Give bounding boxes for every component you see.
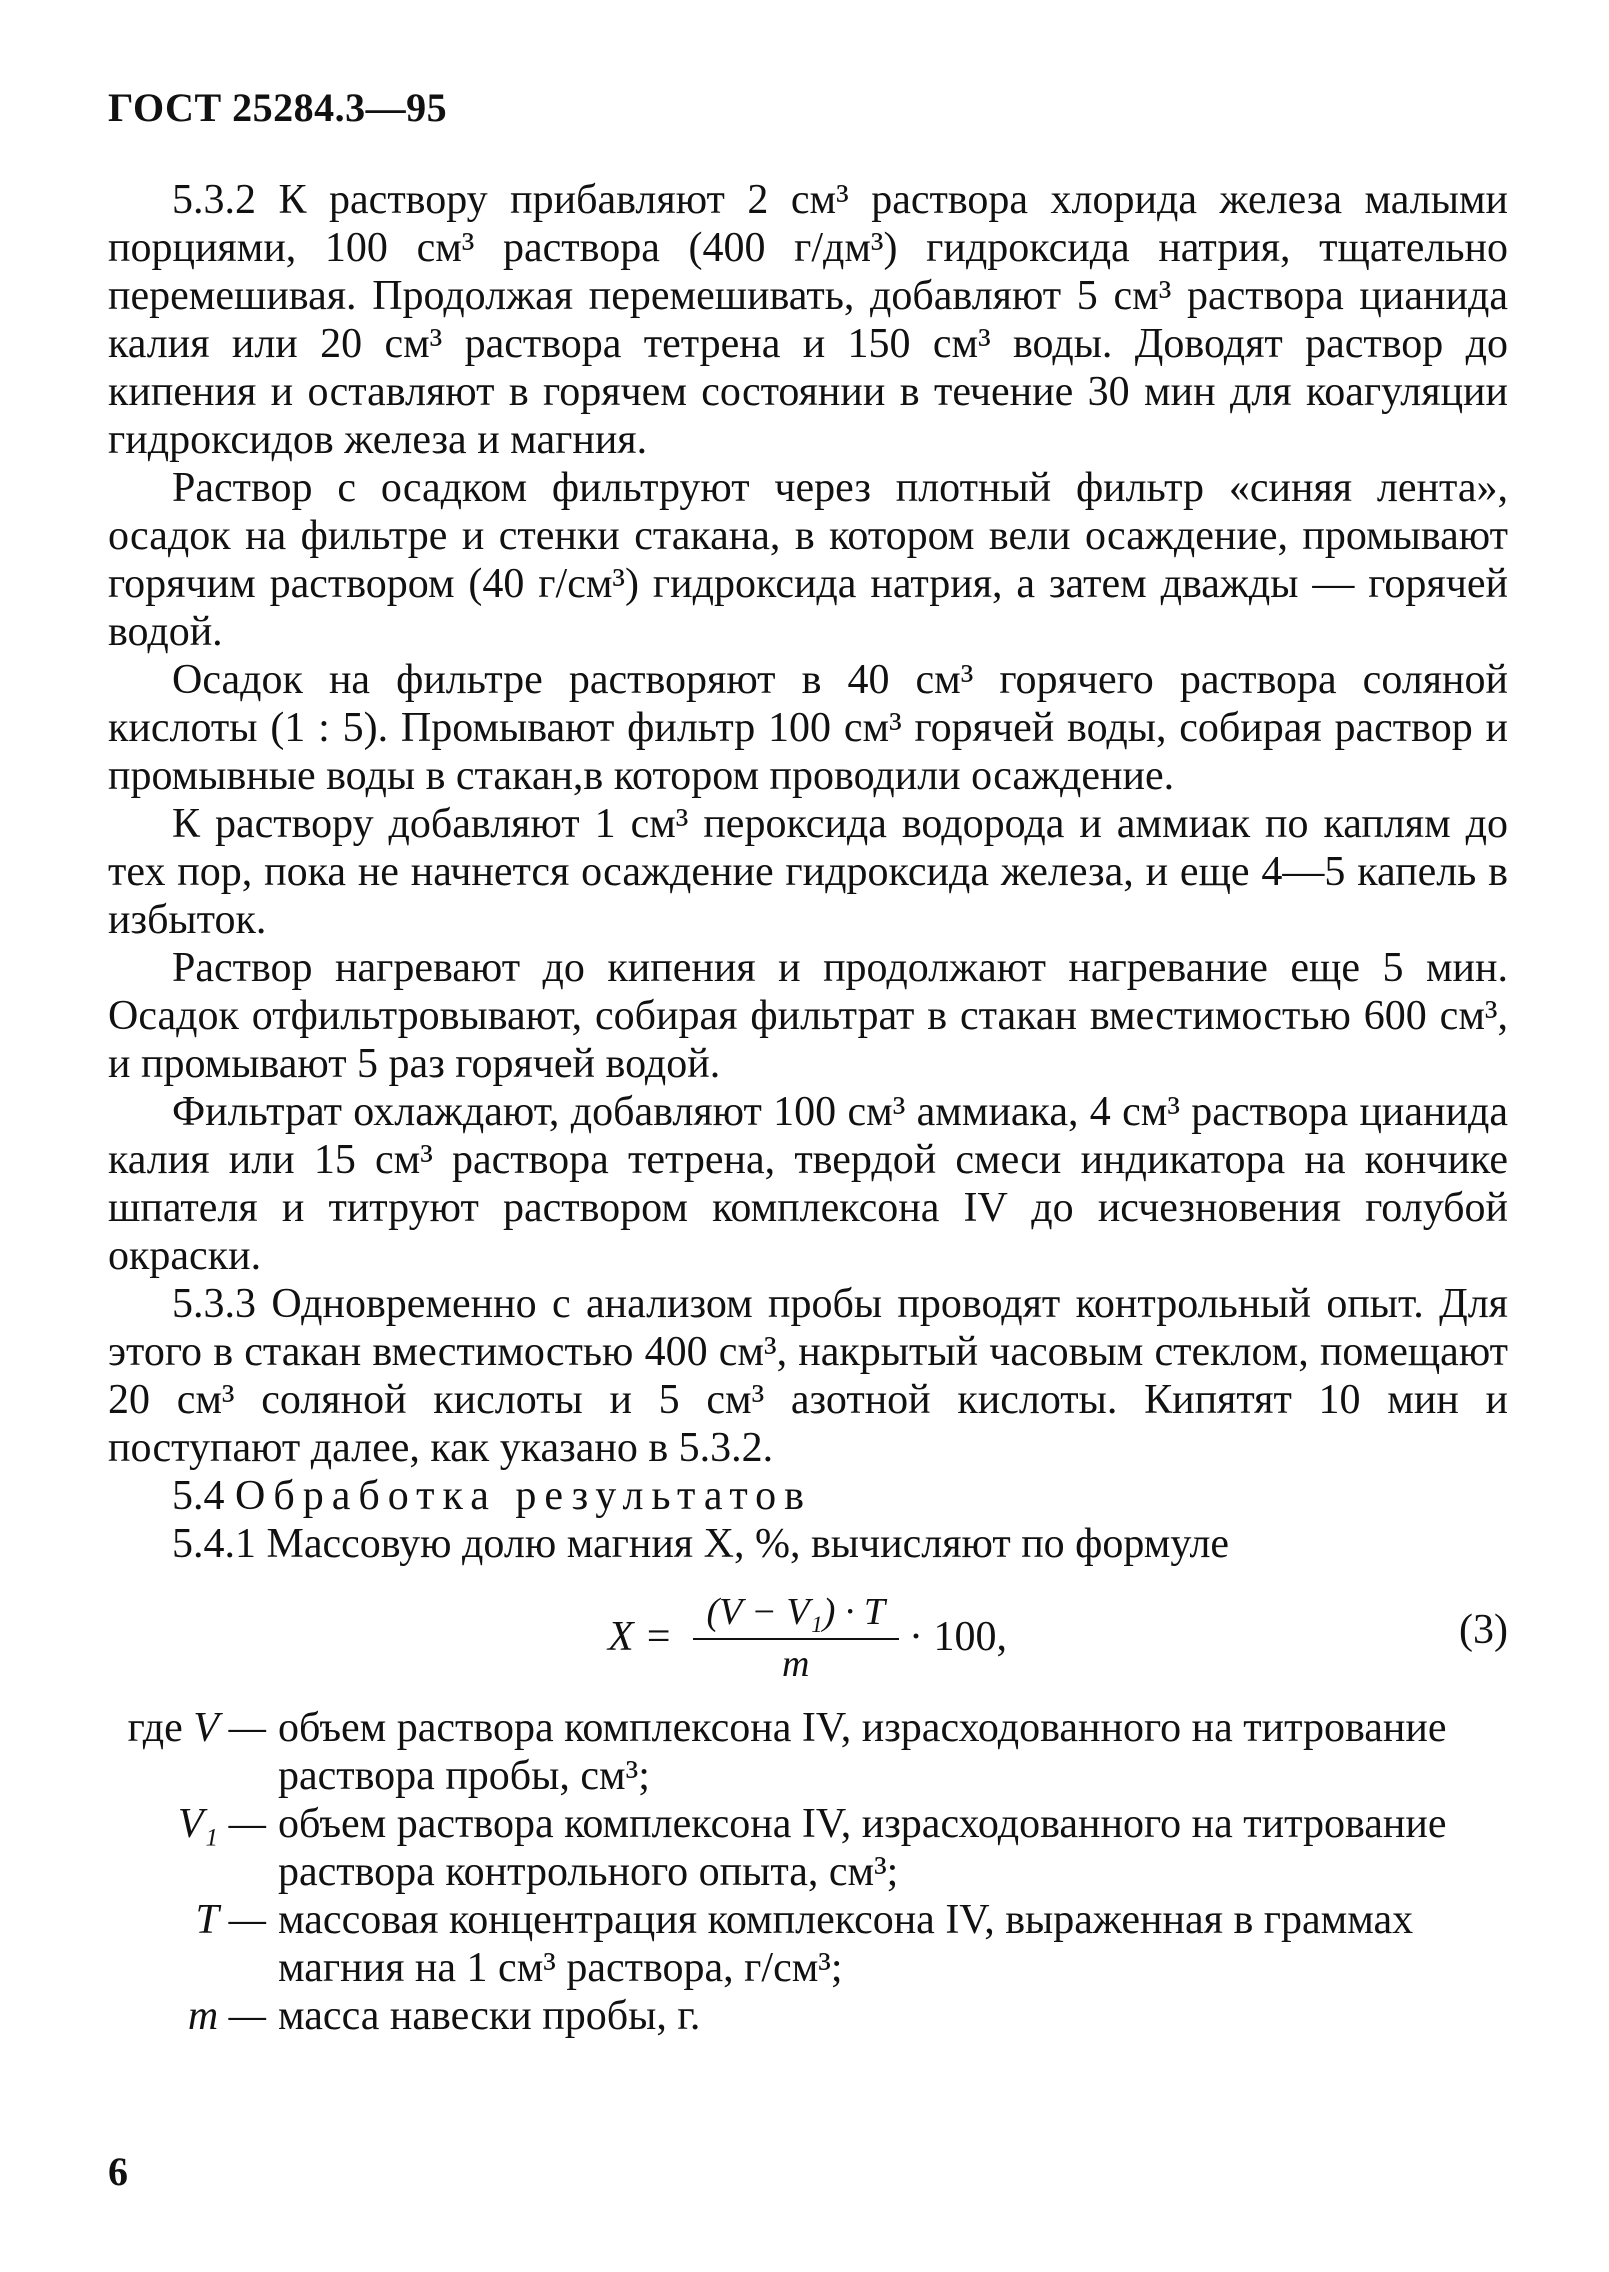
formula-denominator: m [782, 1643, 810, 1685]
definitions-list [108, 1704, 1508, 2040]
page-number: 6 [108, 2149, 128, 2194]
definition-symbol: T — [195, 1897, 266, 1943]
formula-fraction [693, 1590, 900, 1684]
formula-3 [608, 1578, 1007, 1696]
document-header: ГОСТ 25284.3—95 [108, 85, 448, 130]
section-number: 5.4 [172, 1473, 225, 1519]
paragraph-5-3-2: 5.3.2 К раствору прибавляют 2 см³ раствора хлорида железа малыми порциями, 100 см³ раствора (400 г/дм³) гидроксида натрия, тщательно перемешивая. Продолжая перемешивать, добавляют 5 см³ раствора цианида калия или 20 см³ раствора тетрена и 150 см³ воды. Доводят раствор до кипения и оставляют в горячем состоянии в течение 30 мин для коагуляции гидроксидов железа и магния. [108, 177, 1508, 463]
section-title: Обработка результатов [235, 1473, 813, 1519]
paragraph-titration: Фильтрат охлаждают, добавляют 100 см³ аммиака, 4 см³ раствора цианида калия или 15 см³ раствора тетрена, твердой смеси индикатора на кончике шпателя и титруют раствором комплексона IV до исчезновения голубой окраски. [108, 1089, 1508, 1279]
definition-item [108, 1896, 1508, 1992]
formula-row [108, 1578, 1508, 1696]
where-label: где [127, 1705, 183, 1751]
definition-symbol [108, 1704, 278, 1800]
definition-text: объем раствора комплексона IV, израсходованного на титрование раствора пробы, см³; [278, 1705, 1447, 1799]
equation-number: (3) [1459, 1607, 1508, 1653]
definition-item [108, 1800, 1508, 1896]
definition-text: масса навески пробы, г. [278, 1993, 701, 2039]
formula-numerator: (V − V₁) · T [693, 1590, 900, 1640]
definition-symbol: V₁ — [177, 1801, 266, 1847]
definition-symbol-v: V — [193, 1705, 266, 1751]
section-heading [108, 1472, 1508, 1520]
definition-item [108, 1704, 1508, 1800]
paragraph-heating: Раствор нагревают до кипения и продолжают нагревание еще 5 мин. Осадок отфильтровывают, собирая фильтрат в стакан вместимостью 600 см³, и промывают 5 раз горячей водой. [108, 945, 1508, 1087]
document-body [108, 176, 1508, 2040]
definition-symbol: m — [187, 1993, 266, 2039]
formula-tail: · 100, [909, 1614, 1008, 1660]
paragraph-filtration: Раствор с осадком фильтруют через плотный фильтр «синяя лента», осадок на фильтре и стенки стакана, в котором вели осаждение, промывают горячим раствором (40 г/см³) гидроксида натрия, а затем дважды — горячей водой. [108, 465, 1508, 655]
paragraph-dissolve: Осадок на фильтре растворяют в 40 см³ горячего раствора соляной кислоты (1 : 5). Промывают фильтр 100 см³ горячей воды, собирая раствор и промывные воды в стакан,в котором проводили осаждение. [108, 657, 1508, 799]
definition-text: объем раствора комплексона IV, израсходованного на титрование раствора контрольного опыта, см³; [278, 1801, 1447, 1895]
definition-text: массовая концентрация комплексона IV, выраженная в граммах магния на 1 см³ раствора, г/см³; [278, 1897, 1414, 1991]
paragraph-5-3-3: 5.3.3 Одновременно с анализом пробы проводят контрольный опыт. Для этого в стакан вместимостью 400 см³, накрытый часовым стеклом, помещают 20 см³ соляной кислоты и 5 см³ азотной кислоты. Кипятят 10 мин и поступают далее, как указано в 5.3.2. [108, 1281, 1508, 1471]
definition-item [108, 1992, 1508, 2040]
clause-5-4-1: 5.4.1 Массовую долю магния X, %, вычисляют по формуле [172, 1521, 1230, 1567]
paragraph-peroxide: К раствору добавляют 1 см³ пероксида водорода и аммиак по каплям до тех пор, пока не начнется осаждение гидроксида железа, и еще 4—5 капель в избыток. [108, 801, 1508, 943]
formula-lhs: X = [608, 1614, 673, 1660]
